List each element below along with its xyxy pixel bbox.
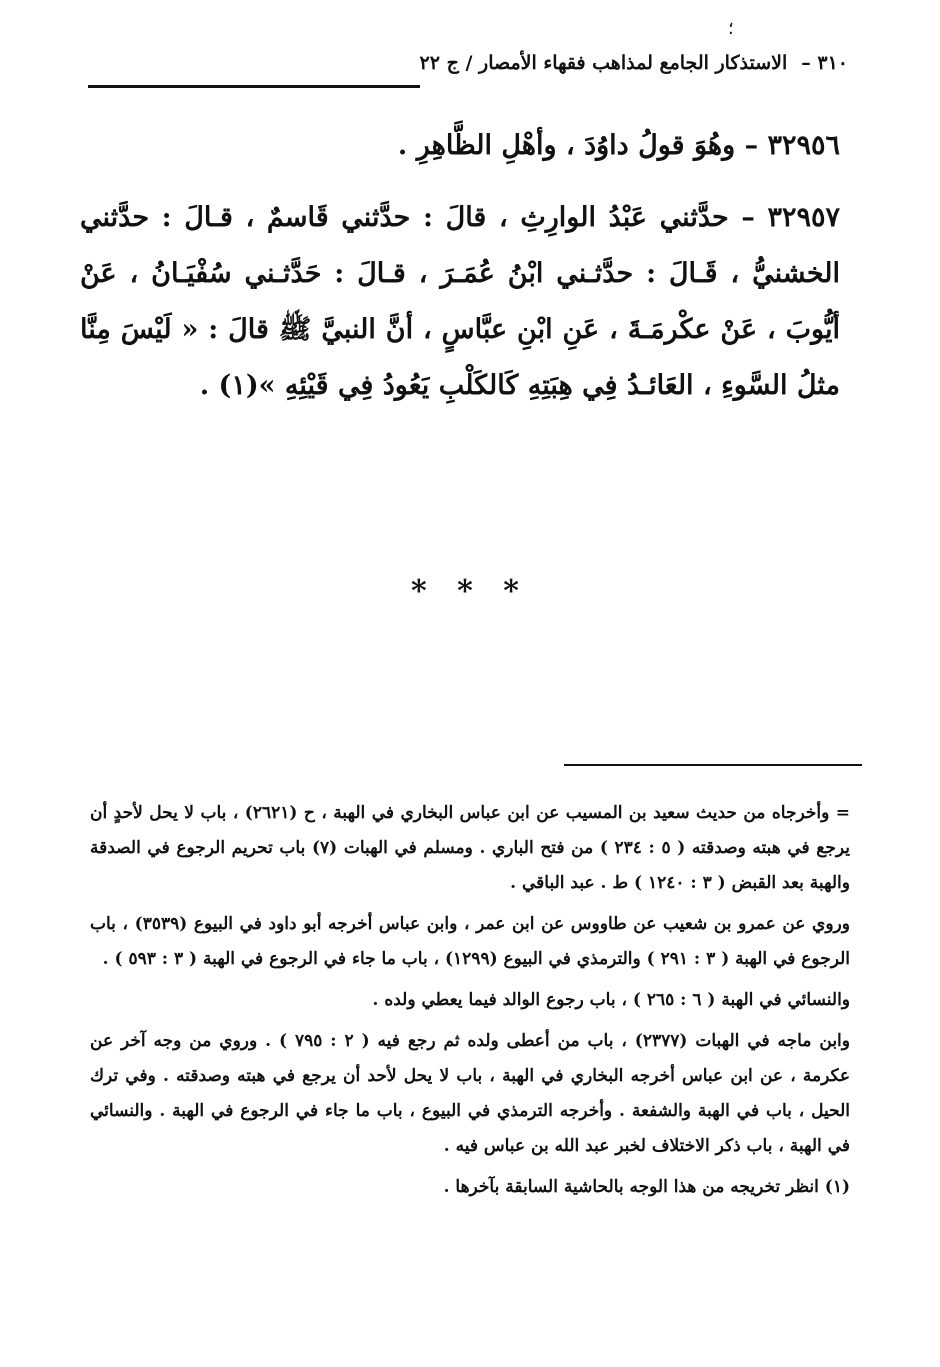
section-separator: * * * — [411, 574, 529, 609]
footnote-paragraph: والنسائي في الهبة ( ٦ : ٢٦٥ ) ، باب رجوع الوالد فيما يعطي ولده . — [372, 990, 850, 1010]
paragraph-text: – وهُوَ قولُ داوُدَ ، وأهْلِ الظَّاهِرِ . — [397, 130, 759, 161]
top-mark: ؛ — [728, 18, 734, 39]
book-title: الاستذكار الجامع لمذاهب فقهاء الأمصار / ج ٢٢ — [419, 52, 788, 74]
paragraph-text: – حدَّثني عَبْدُ الوارِثِ ، قالَ : حدَّثني قَاسمٌ ، قـالَ : حدَّثني الخشنيُّ ، قَـالَ : حدَّثـني ابْنُ عُمَـرَ ، قـالَ : حَدَّثـني سُفْيَـانُ ، عَنْ أيُّوبَ ، عَنْ عكْرمَـةَ ، عَنِ ابْنِ عبَّاسٍ ، أنَّ النبيَّ ﷺ قالَ : « لَيْسَ مِنَّا مثلُ السَّوءِ ، العَائـدُ فِي هِبَتِهِ كَالكَلْبِ يَعُودُ فِي قَيْئِهِ »(١) . — [80, 202, 840, 401]
footnotes — [90, 796, 850, 1211]
footnote-continuation: = وأخرجاه من حديث سعيد بن المسيب عن ابن عباس البخاري في الهبة ، ح (٢٦٢١) ، باب لا يحل لأحدٍ أن يرجع في هبته وصدقته ( ٥ : ٢٣٤ ) من فتح الباري . ومسلم في الهبات (٧) باب تحريم الرجوع في الصدقة والهبة بعد القبض ( ٣ : ١٢٤٠ ) ط . عبد الباقي . — [90, 803, 850, 893]
footnote-1: (١) انظر تخريجه من هذا الوجه بالحاشية السابقة بآخرها . — [443, 1177, 850, 1197]
paragraph-32957 — [80, 190, 840, 414]
paragraph-32956 — [80, 118, 840, 174]
footnote-paragraph: وابن ماجه في الهبات (٢٣٧٧) ، باب من أعطى ولده ثم رجع فيه ( ٢ : ٧٩٥ ) . وروي من وجه آخر عن عكرمة ، عن ابن عباس أخرجه البخاري في الهبة ، باب لا يحل لأحد أن يرجع في هبته وصدقته . وفي ترك الحيل ، باب في الهبة والشفعة . وأخرجه الترمذي في البيوع ، باب ما جاء في الرجوع في الهبة . والنسائي في الهبة ، باب ذكر الاختلاف لخبر عبد الله بن عباس فيه . — [90, 1031, 850, 1156]
header-rule — [88, 85, 420, 88]
footnote-rule — [564, 764, 862, 766]
main-text — [80, 118, 840, 430]
page-number: ٣١٠ – — [801, 52, 848, 74]
footnote-paragraph: وروي عن عمرو بن شعيب عن طاووس عن ابن عمر ، وابن عباس أخرجه أبو داود في البيوع (٣٥٣٩) ، باب الرجوع في الهبة ( ٣ : ٢٩١ ) والترمذي في البيوع (١٢٩٩) ، باب ما جاء في الرجوع في الهبة ( ٣ : ٥٩٣ ) . — [90, 914, 850, 969]
paragraph-number: ٣٢٩٥٧ — [767, 202, 840, 233]
running-header — [88, 52, 848, 74]
paragraph-number: ٣٢٩٥٦ — [767, 130, 840, 161]
